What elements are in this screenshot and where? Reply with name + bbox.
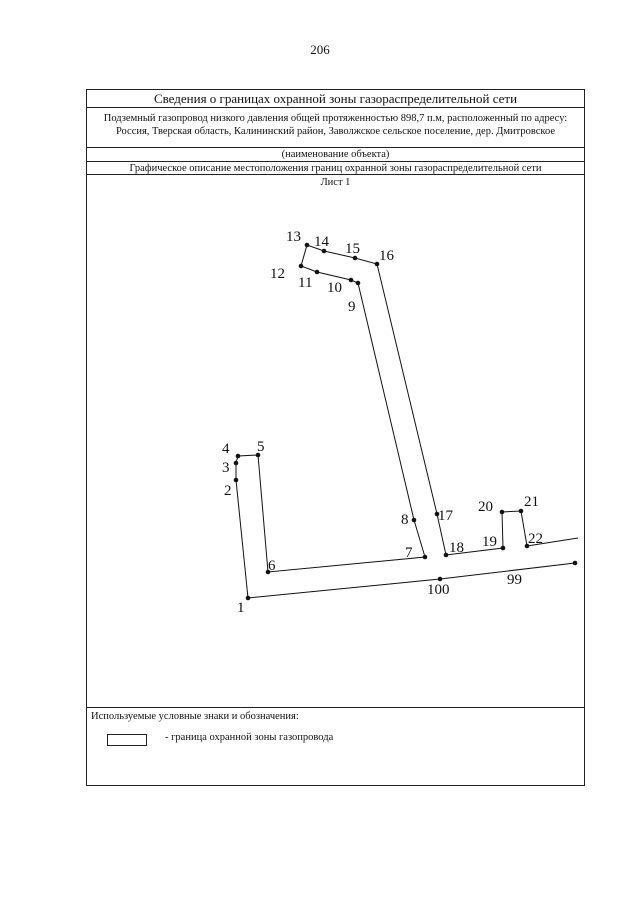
- boundary-point-12: [299, 264, 304, 269]
- point-label-14: 14: [314, 234, 329, 250]
- boundary-point-9: [356, 281, 361, 286]
- point-label-9: 9: [348, 299, 356, 315]
- object-description-line-2: Россия, Тверская область, Калининский район, Заволжское сельское поселение, дер. Дмитровское: [115, 126, 556, 137]
- object-name-caption: (наименование объекта): [87, 148, 584, 162]
- point-label-11: 11: [298, 275, 313, 291]
- boundary-point-21: [519, 509, 524, 514]
- boundary-point-100: [438, 577, 443, 582]
- boundary-point-7: [423, 555, 428, 560]
- boundary-point-4: [236, 454, 241, 459]
- boundary-point-20: [500, 510, 505, 515]
- point-label-3: 3: [222, 460, 230, 476]
- boundary-point-18: [444, 553, 449, 558]
- point-label-16: 16: [379, 248, 394, 264]
- point-label-99: 99: [507, 572, 522, 588]
- point-label-100: 100: [427, 582, 450, 598]
- legend-title: Используемые условные знаки и обозначения:: [91, 711, 299, 722]
- boundary-point-19: [501, 546, 506, 551]
- point-label-13: 13: [286, 229, 301, 245]
- point-label-4: 4: [222, 441, 230, 457]
- object-description-line-1: Подземный газопровод низкого давления общей протяженностью 898,7 п.м, расположенный по адресу:: [103, 113, 568, 124]
- page-number: 206: [310, 42, 330, 57]
- document-title: Сведения о границах охранной зоны газораспределительной сети: [87, 90, 584, 108]
- boundary-point-2: [234, 478, 239, 483]
- boundary-point-11: [315, 270, 320, 275]
- point-label-10: 10: [327, 280, 342, 296]
- point-label-20: 20: [478, 499, 493, 515]
- point-label-17: 17: [438, 508, 453, 524]
- legend-boundary-text: - граница охранной зоны газопровода: [165, 732, 334, 743]
- boundary-line-3: [248, 563, 575, 598]
- point-label-22: 22: [528, 531, 543, 547]
- point-label-12: 12: [270, 266, 285, 282]
- point-label-19: 19: [482, 534, 497, 550]
- point-label-5: 5: [257, 439, 265, 455]
- sheet-label: Лист 1: [320, 177, 351, 188]
- boundary-point-1: [246, 596, 251, 601]
- point-label-8: 8: [401, 512, 409, 528]
- point-label-21: 21: [524, 494, 539, 510]
- point-label-7: 7: [405, 545, 413, 561]
- point-label-6: 6: [268, 558, 276, 574]
- boundary-point-99: [573, 561, 578, 566]
- point-label-2: 2: [224, 483, 232, 499]
- point-label-15: 15: [345, 241, 360, 257]
- point-label-18: 18: [449, 540, 464, 556]
- point-label-1: 1: [237, 600, 245, 616]
- boundary-point-8: [412, 518, 417, 523]
- boundary-point-3: [234, 461, 239, 466]
- boundary-point-10: [349, 278, 354, 283]
- boundary-point-13: [305, 243, 310, 248]
- graphic-description-title: Графическое описание местоположения границ охранной зоны газораспределительной сети: [87, 162, 584, 175]
